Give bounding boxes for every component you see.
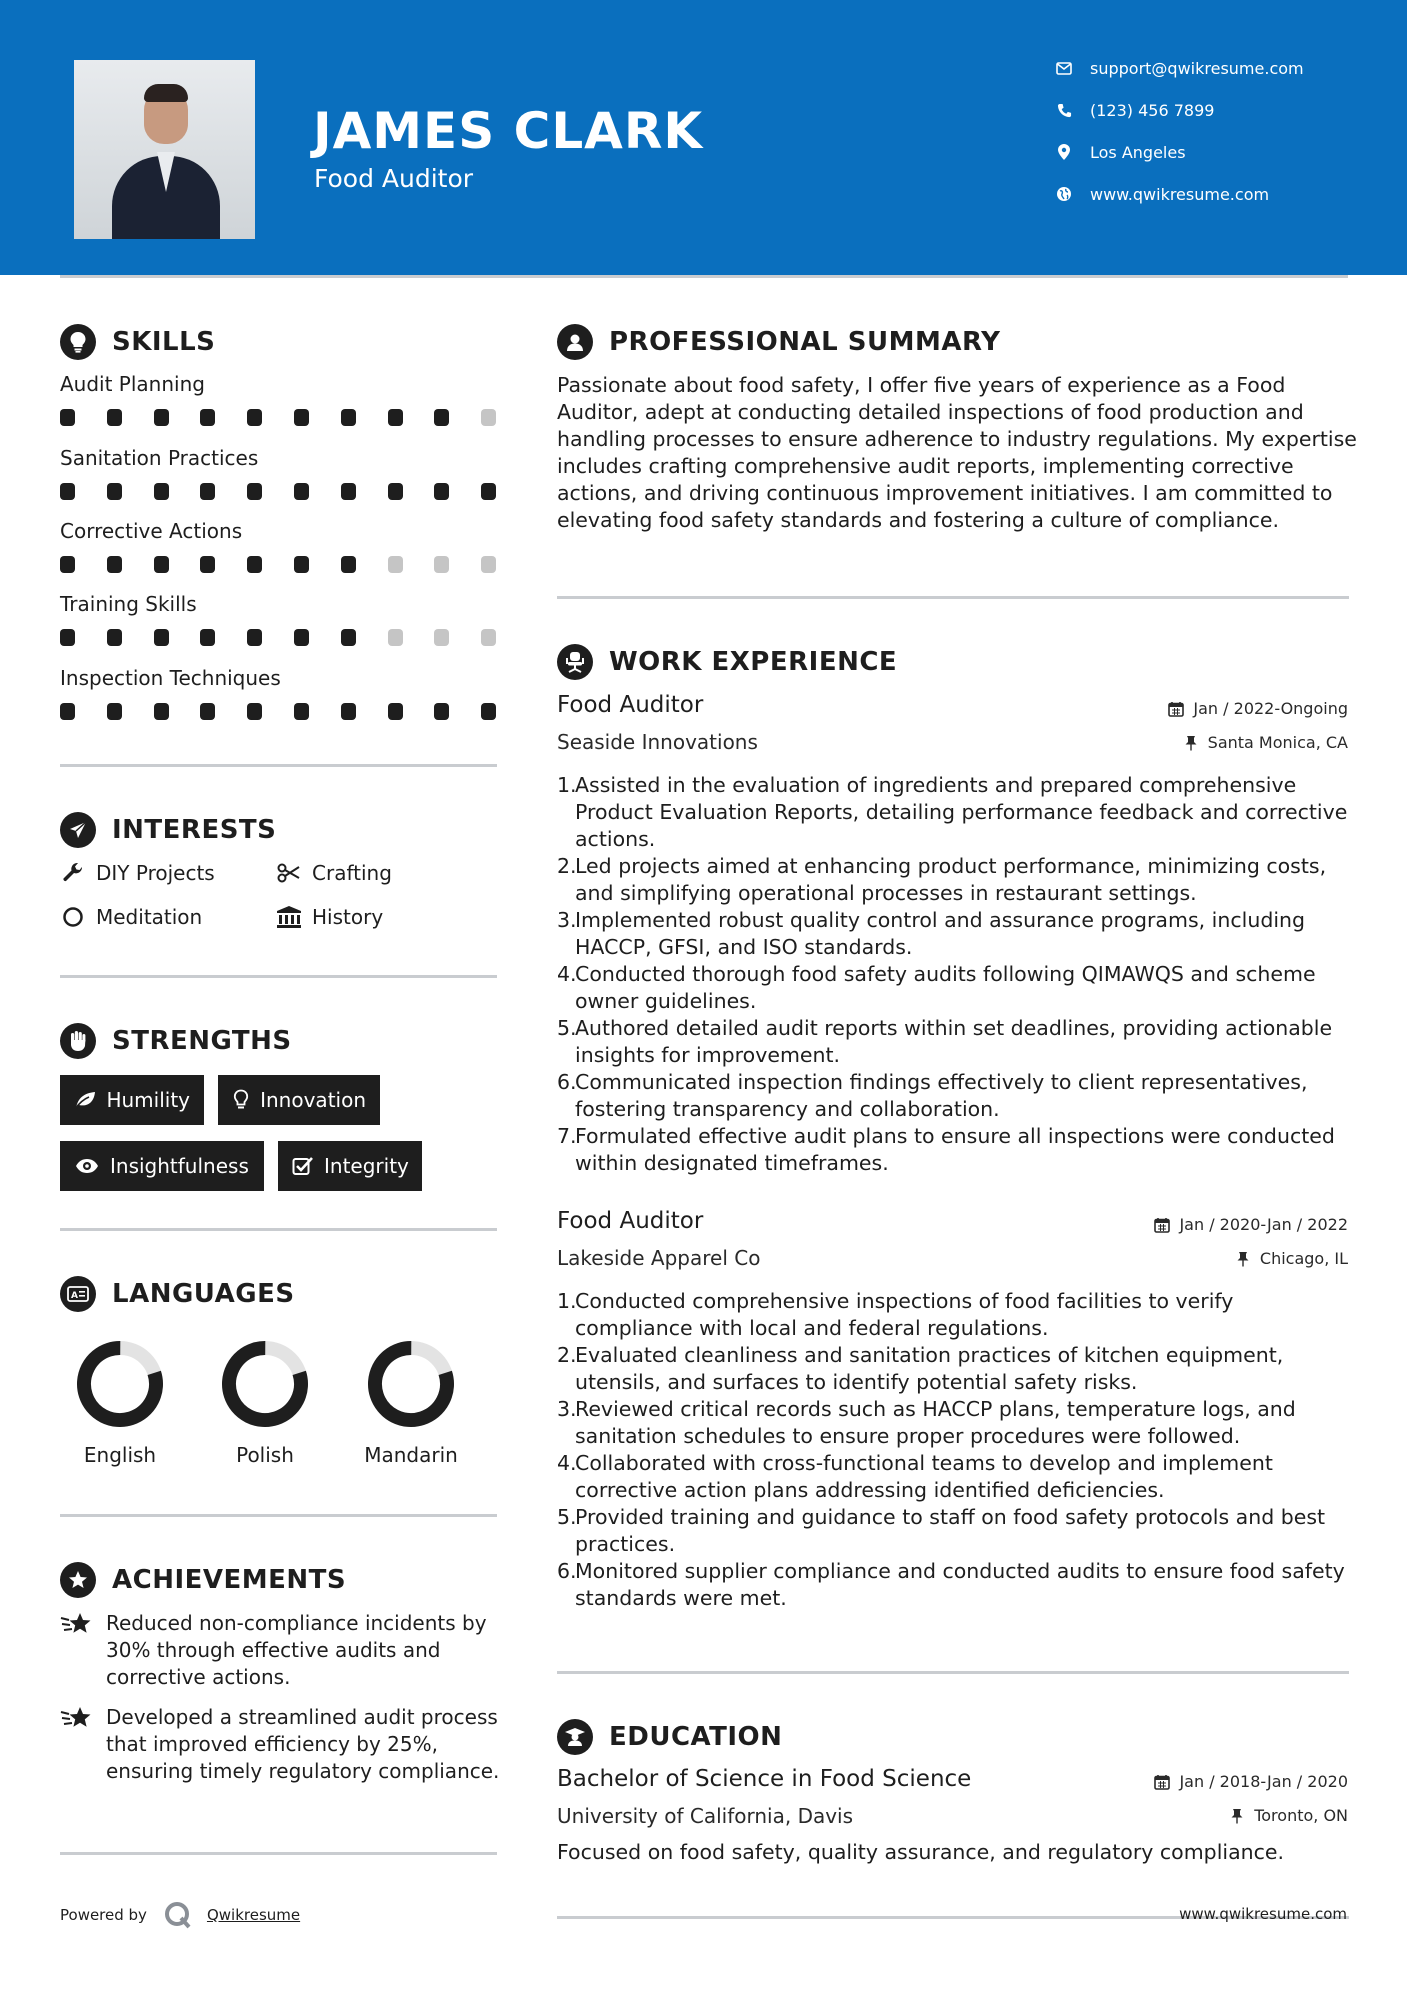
footer-website[interactable]: www.qwikresume.com <box>1179 1905 1347 1923</box>
calendar-icon <box>1153 1216 1171 1234</box>
rating-dot <box>247 483 262 500</box>
list-item: 3. Implemented robust quality control and assurance programs, including HACCP, GFSI, and ISO standards. <box>557 908 1306 959</box>
education-description: Focused on food safety, quality assurance, and regulatory compliance. <box>557 1840 1285 1864</box>
skill-rating <box>60 629 500 645</box>
section-divider <box>60 764 497 767</box>
list-item: 1. Conducted comprehensive inspections of food facilities to verify compliance with local and federal regulations. <box>557 1289 1234 1340</box>
language-name: Mandarin <box>364 1443 458 1467</box>
rating-dot <box>388 409 403 426</box>
header-banner <box>0 0 1407 275</box>
rating-dot <box>434 409 449 426</box>
rating-dot <box>154 483 169 500</box>
circle-icon <box>60 904 86 930</box>
language-name: Polish <box>236 1443 294 1467</box>
candidate-title: Food Auditor <box>314 164 474 193</box>
graduate-icon <box>557 1719 593 1755</box>
eye-icon <box>74 1153 100 1179</box>
job-title: Food Auditor <box>557 692 704 718</box>
skill-rating <box>60 703 500 719</box>
rating-dot <box>107 629 122 646</box>
rating-dot <box>388 703 403 720</box>
section-divider <box>60 975 497 978</box>
list-item: 4. Conducted thorough food safety audits following QIMAWQS and scheme owner guidelines. <box>557 962 1316 1013</box>
interest-meditation: Meditation <box>60 904 202 930</box>
section-divider <box>60 1852 497 1855</box>
list-item: 7. Formulated effective audit plans to ensure all inspections were conducted within designated timeframes. <box>557 1124 1335 1175</box>
rating-dot <box>60 409 75 426</box>
language-proficiency-ring <box>368 1341 454 1427</box>
header-divider <box>60 275 1348 278</box>
rating-dot <box>341 483 356 500</box>
fist-icon <box>60 1023 96 1059</box>
rating-dot <box>481 556 496 573</box>
list-item: 2. Evaluated cleanliness and sanitation practices of kitchen equipment, utensils, and surfaces to identify potential safety risks. <box>557 1343 1284 1394</box>
lightbulb-icon <box>232 1087 250 1113</box>
calendar-icon <box>1153 1773 1171 1791</box>
achievements-heading: ACHIEVEMENTS <box>60 1562 346 1598</box>
education-date: Jan / 2018-Jan / 2020 <box>1153 1772 1348 1791</box>
rating-dot <box>434 629 449 646</box>
rating-dot <box>107 483 122 500</box>
globe-icon <box>1054 184 1074 204</box>
leaf-icon <box>74 1087 96 1113</box>
rating-dot <box>388 556 403 573</box>
rating-dot <box>481 409 496 426</box>
skill-name: Inspection Techniques <box>60 666 281 690</box>
rating-dot <box>294 629 309 646</box>
list-item: 2. Led projects aimed at enhancing product performance, minimizing costs, and simplifying operational processes in restaurant settings. <box>557 854 1327 905</box>
skill-rating <box>60 556 500 572</box>
rating-dot <box>294 556 309 573</box>
list-item: 3. Reviewed critical records such as HACCP plans, temperature logs, and sanitation schedules to ensure proper procedures were followed. <box>557 1397 1296 1448</box>
rating-dot <box>294 409 309 426</box>
pushpin-icon <box>1234 1250 1252 1268</box>
experience-heading: WORK EXPERIENCE <box>557 644 897 680</box>
job-company: Lakeside Apparel Co <box>557 1246 761 1270</box>
rating-dot <box>247 409 262 426</box>
interest-diy-projects: DIY Projects <box>60 860 215 886</box>
job-company: Seaside Innovations <box>557 730 758 754</box>
strength-tag-humility: Humility <box>60 1075 204 1125</box>
rating-dot <box>341 629 356 646</box>
rating-dot <box>154 409 169 426</box>
achievement-item: Developed a streamlined audit process that improved efficiency by 25%, ensuring timely regulatory compliance. <box>60 1704 500 1785</box>
skill-rating <box>60 409 500 425</box>
rating-dot <box>481 703 496 720</box>
rating-dot <box>388 483 403 500</box>
job-bullets <box>557 772 1357 1177</box>
rating-dot <box>200 629 215 646</box>
rating-dot <box>200 703 215 720</box>
list-item: 5. Authored detailed audit reports within set deadlines, providing actionable insights for improvement. <box>557 1016 1333 1067</box>
list-item: 4. Collaborated with cross-functional teams to develop and implement corrective action plans addressing identified deficiencies. <box>557 1451 1273 1502</box>
powered-by: Powered by Qwikresume <box>60 1900 300 1930</box>
scissors-icon <box>276 860 302 886</box>
lightbulb-icon <box>60 324 96 360</box>
language-icon <box>60 1276 96 1312</box>
section-divider <box>557 596 1349 599</box>
job-title: Food Auditor <box>557 1208 704 1234</box>
rating-dot <box>200 483 215 500</box>
contact-email[interactable]: support@qwikresume.com <box>1054 58 1304 78</box>
list-item: 1. Assisted in the evaluation of ingredients and prepared comprehensive Product Evaluation Reports, detailing performance feedback and corrective actions. <box>557 773 1348 851</box>
contact-phone[interactable]: (123) 456 7899 <box>1054 100 1214 120</box>
strength-tag-innovation: Innovation <box>218 1075 380 1125</box>
strength-tag-insightfulness: Insightfulness <box>60 1141 264 1191</box>
skill-name: Audit Planning <box>60 372 205 396</box>
profile-photo <box>74 60 255 239</box>
rating-dot <box>60 629 75 646</box>
education-location: Toronto, ON <box>1228 1806 1348 1825</box>
job-date: Jan / 2020-Jan / 2022 <box>1153 1215 1348 1234</box>
job-location: Santa Monica, CA <box>1182 733 1348 752</box>
rating-dot <box>154 703 169 720</box>
rating-dot <box>154 556 169 573</box>
rating-dot <box>60 556 75 573</box>
rating-dot <box>341 556 356 573</box>
envelope-icon <box>1054 58 1074 78</box>
rating-dot <box>294 483 309 500</box>
pushpin-icon <box>1228 1807 1246 1825</box>
museum-icon <box>276 904 302 930</box>
wrench-icon <box>60 860 86 886</box>
rating-dot <box>200 556 215 573</box>
star-badge-icon <box>60 1562 96 1598</box>
rating-dot <box>341 409 356 426</box>
strength-tag-integrity: Integrity <box>278 1141 422 1191</box>
office-chair-icon <box>557 644 593 680</box>
section-divider <box>557 1671 1349 1674</box>
map-pin-icon <box>1054 142 1074 162</box>
rating-dot <box>60 483 75 500</box>
rating-dot <box>434 703 449 720</box>
list-item: 6. Communicated inspection findings effectively to client representatives, fostering transparency and collaboration. <box>557 1070 1308 1121</box>
shooting-star-icon <box>60 1704 94 1734</box>
candidate-name: JAMES CLARK <box>313 102 704 160</box>
rating-dot <box>107 703 122 720</box>
rating-dot <box>481 483 496 500</box>
pushpin-icon <box>1182 734 1200 752</box>
languages-heading: A LANGUAGES <box>60 1276 295 1312</box>
section-divider <box>60 1228 497 1231</box>
strengths-heading: STRENGTHS <box>60 1023 292 1059</box>
language-proficiency-ring <box>222 1341 308 1427</box>
shooting-star-icon <box>60 1610 94 1640</box>
summary-text: Passionate about food safety, I offer five years of experience as a Food Auditor, adept at conducting detailed inspections of food production and handling processes to ensure adherence to industry regulations. My expertise includes crafting comprehensive audit reports, implementing corrective actions, and driving continuous improvement initiatives. I am committed to elevating food safety standards and fostering a culture of compliance. <box>557 373 1357 532</box>
list-item: 5. Provided training and guidance to staff on food safety protocols and best practices. <box>557 1505 1326 1556</box>
qwikresume-logo-icon <box>163 1900 193 1930</box>
rating-dot <box>60 703 75 720</box>
job-location: Chicago, IL <box>1234 1249 1348 1268</box>
skill-name: Training Skills <box>60 592 197 616</box>
svg-text:A: A <box>71 1291 79 1301</box>
skill-rating <box>60 483 500 499</box>
rating-dot <box>200 409 215 426</box>
language-name: English <box>83 1443 157 1467</box>
contact-location: Los Angeles <box>1054 142 1186 162</box>
qwikresume-link[interactable]: Qwikresume <box>206 1906 301 1924</box>
job-date: Jan / 2022-Ongoing <box>1167 699 1348 718</box>
rating-dot <box>434 556 449 573</box>
skill-name: Corrective Actions <box>60 519 243 543</box>
education-degree: Bachelor of Science in Food Science <box>557 1766 972 1792</box>
rating-dot <box>388 629 403 646</box>
rating-dot <box>247 556 262 573</box>
interests-heading: INTERESTS <box>60 812 276 848</box>
checkbox-icon <box>292 1153 314 1179</box>
education-school: University of California, Davis <box>557 1804 854 1828</box>
user-icon <box>557 324 593 360</box>
rating-dot <box>434 483 449 500</box>
summary-heading: PROFESSIONAL SUMMARY <box>557 324 1000 360</box>
rating-dot <box>481 629 496 646</box>
interest-crafting: Crafting <box>276 860 392 886</box>
education-heading: EDUCATION <box>557 1719 782 1755</box>
section-divider <box>60 1514 497 1517</box>
calendar-icon <box>1167 700 1185 718</box>
rating-dot <box>154 629 169 646</box>
skills-heading: SKILLS <box>60 324 215 360</box>
paper-plane-icon <box>60 812 96 848</box>
job-bullets <box>557 1288 1357 1612</box>
interest-history: History <box>276 904 383 930</box>
phone-icon <box>1054 100 1074 120</box>
contact-website[interactable]: www.qwikresume.com <box>1054 184 1269 204</box>
rating-dot <box>294 703 309 720</box>
language-proficiency-ring <box>77 1341 163 1427</box>
rating-dot <box>107 556 122 573</box>
rating-dot <box>247 703 262 720</box>
rating-dot <box>247 629 262 646</box>
rating-dot <box>107 409 122 426</box>
achievement-item: Reduced non-compliance incidents by 30% through effective audits and corrective actions. <box>60 1610 500 1691</box>
skill-name: Sanitation Practices <box>60 446 259 470</box>
rating-dot <box>341 703 356 720</box>
list-item: 6. Monitored supplier compliance and conducted audits to ensure food safety standards were met. <box>557 1559 1345 1610</box>
